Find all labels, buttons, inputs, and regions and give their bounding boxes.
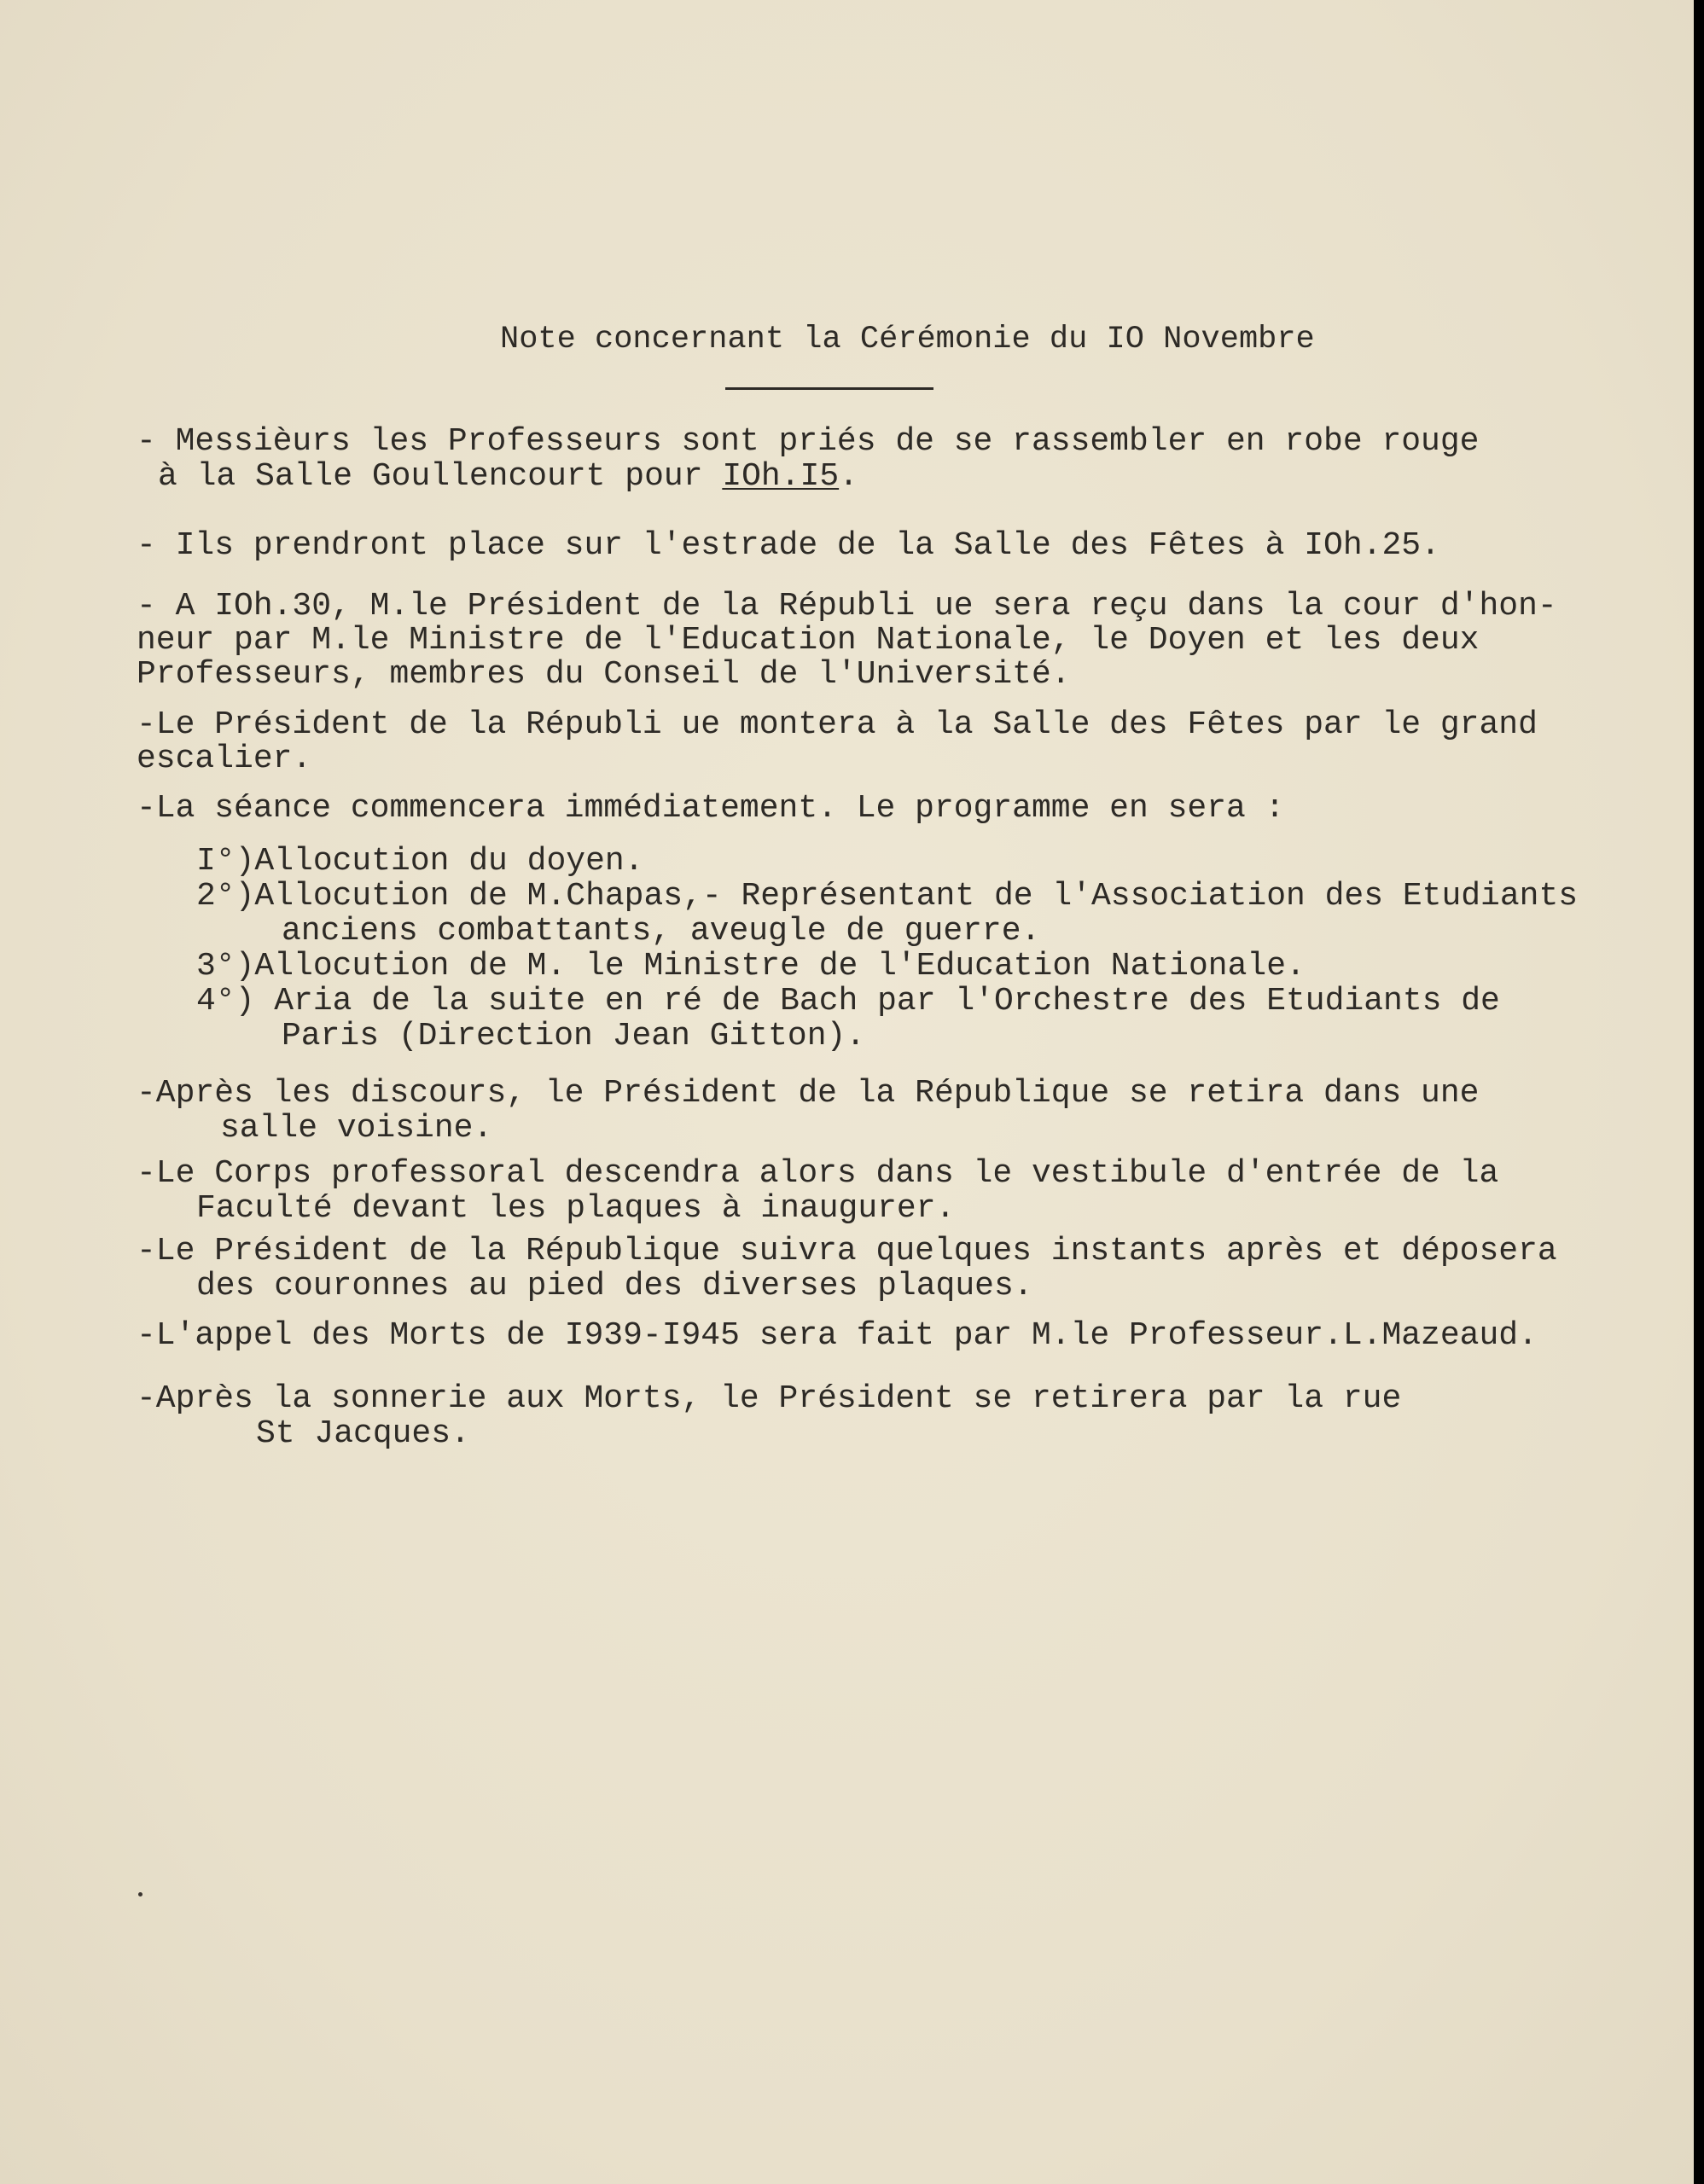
p1-line1: - Messièurs les Professeurs sont priés de se rassembler en robe rouge bbox=[137, 423, 1480, 460]
p3-line3: Professeurs, membres du Conseil de l'Université. bbox=[137, 656, 1071, 693]
programme-item-2-line2: anciens combattants, aveugle de guerre. bbox=[282, 913, 1041, 950]
p4-line1: -Le Président de la Républi ue montera à la Salle des Fêtes par le grand bbox=[137, 706, 1538, 743]
gathering-time: IOh.I5 bbox=[722, 458, 840, 495]
programme-item-4-line1: 4°) Aria de la suite en ré de Bach par l'Orchestre des Etudiants de bbox=[196, 983, 1500, 1019]
programme-item-3: 3°)Allocution de M. le Ministre de l'Education Nationale. bbox=[196, 948, 1306, 985]
p4-line2: escalier. bbox=[137, 741, 312, 777]
p7-line1: -Le Corps professoral descendra alors dans le vestibule d'entrée de la bbox=[137, 1155, 1499, 1192]
p2-line: - Ils prendront place sur l'estrade de la Salle des Fêtes à IOh.25. bbox=[137, 527, 1440, 564]
programme-item-1: I°)Allocution du doyen. bbox=[196, 843, 644, 880]
document-title: Note concernant la Cérémonie du IO Novembre bbox=[500, 322, 1315, 357]
p6-line2: salle voisine. bbox=[220, 1110, 493, 1147]
p7-line2: Faculté devant les plaques à inaugurer. bbox=[196, 1190, 956, 1227]
ink-speck bbox=[138, 1892, 142, 1896]
title-underline-rule bbox=[725, 387, 933, 390]
p1-line2-prefix: à la Salle Goullencourt pour bbox=[158, 458, 723, 495]
p8-line1: -Le Président de la République suivra quelques instants après et déposera bbox=[137, 1233, 1557, 1269]
p3-line2: neur par M.le Ministre de l'Education Nationale, le Doyen et les deux bbox=[137, 622, 1480, 659]
p9-line: -L'appel des Morts de I939-I945 sera fait par M.le Professeur.L.Mazeaud. bbox=[137, 1317, 1538, 1354]
p1-line2 bbox=[158, 460, 858, 494]
p10-line1: -Après la sonnerie aux Morts, le Président se retirera par la rue bbox=[137, 1380, 1402, 1417]
p10-line2: St Jacques. bbox=[256, 1415, 470, 1452]
programme-item-4-line2: Paris (Direction Jean Gitton). bbox=[282, 1018, 866, 1054]
p8-line2: des couronnes au pied des diverses plaques. bbox=[196, 1268, 1033, 1304]
p1-line2-suffix: . bbox=[839, 458, 858, 495]
p5-line: -La séance commencera immédiatement. Le programme en sera : bbox=[137, 790, 1285, 827]
p6-line1: -Après les discours, le Président de la République se retira dans une bbox=[137, 1075, 1480, 1112]
programme-item-2-line1: 2°)Allocution de M.Chapas,- Représentant de l'Association des Etudiants bbox=[196, 878, 1579, 915]
p3-line1: - A IOh.30, M.le Président de la Républi ue sera reçu dans la cour d'hon- bbox=[137, 588, 1557, 624]
